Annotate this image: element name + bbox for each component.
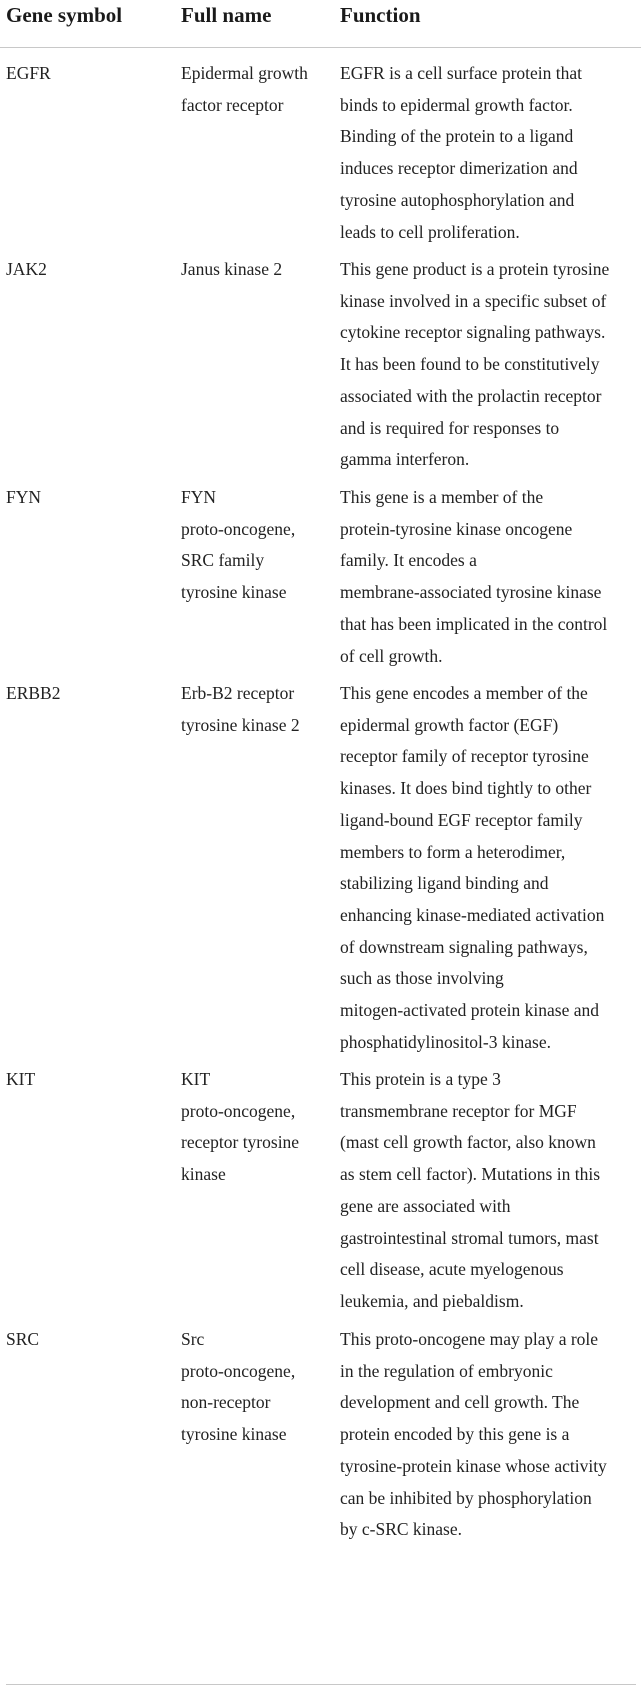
- gene-symbol-cell: FYN: [6, 487, 42, 507]
- table-row: [0, 1324, 641, 1546]
- table-row: [0, 254, 641, 476]
- table-row: [0, 1064, 641, 1318]
- gene-symbol-cell: EGFR: [6, 63, 51, 83]
- header-function: Function: [340, 3, 421, 27]
- full-name-cell: Janus kinase 2: [181, 259, 283, 279]
- table-bottom-rule: [6, 1684, 636, 1685]
- table-row: [0, 58, 641, 248]
- full-name-cell: FYN proto-oncogene, SRC family tyrosine kinase: [181, 487, 296, 603]
- gene-symbol-cell: SRC: [6, 1329, 40, 1349]
- function-cell: This gene is a member of the protein-tyrosine kinase oncogene family. It encodes a membrane-associated tyrosine kinase that has been implicated in the control of cell growth.: [340, 487, 608, 666]
- function-cell: This proto-oncogene may play a role in the regulation of embryonic development and cell growth. The protein encoded by this gene is a tyrosine-protein kinase whose activity can be inhibited by phosphorylation by c-SRC kinase.: [340, 1329, 607, 1540]
- gene-symbol-cell: JAK2: [6, 259, 47, 279]
- header-gene-symbol: Gene symbol: [6, 3, 123, 27]
- table-header: [0, 0, 641, 48]
- function-cell: This protein is a type 3 transmembrane receptor for MGF (mast cell growth factor, also known as stem cell factor). Mutations in this gene are associated with gastrointestinal stromal tumors, mast cell disease, acute myelogenous leukemia, and piebaldism.: [340, 1069, 601, 1311]
- table-row: [0, 482, 641, 672]
- table-row: [0, 678, 641, 1058]
- gene-symbol-cell: ERBB2: [6, 683, 61, 703]
- header-full-name: Full name: [181, 3, 272, 27]
- full-name-cell: Epidermal growth factor receptor: [181, 63, 308, 115]
- function-cell: This gene encodes a member of the epidermal growth factor (EGF) receptor family of receptor tyrosine kinases. It does bind tightly to other ligand-bound EGF receptor family members to form a heterodimer, stabilizing ligand binding and enhancing kinase-mediated activation of downstream signaling pathways, such as those involving mitogen-activated protein kinase and phosphatidylinositol-3 kinase.: [340, 683, 605, 1052]
- full-name-cell: Erb-B2 receptor tyrosine kinase 2: [181, 683, 300, 735]
- full-name-cell: Src proto-oncogene, non-receptor tyrosine kinase: [181, 1329, 296, 1445]
- function-cell: This gene product is a protein tyrosine kinase involved in a specific subset of cytokine receptor signaling pathways. It has been found to be constitutively associated with the prolactin receptor and is required for responses to gamma interferon.: [340, 259, 610, 470]
- full-name-cell: KIT proto-oncogene, receptor tyrosine kinase: [181, 1069, 300, 1185]
- function-cell: EGFR is a cell surface protein that binds to epidermal growth factor. Binding of the protein to a ligand induces receptor dimerization and tyrosine autophosphorylation and leads to cell proliferation.: [340, 63, 583, 242]
- gene-symbol-cell: KIT: [6, 1069, 36, 1089]
